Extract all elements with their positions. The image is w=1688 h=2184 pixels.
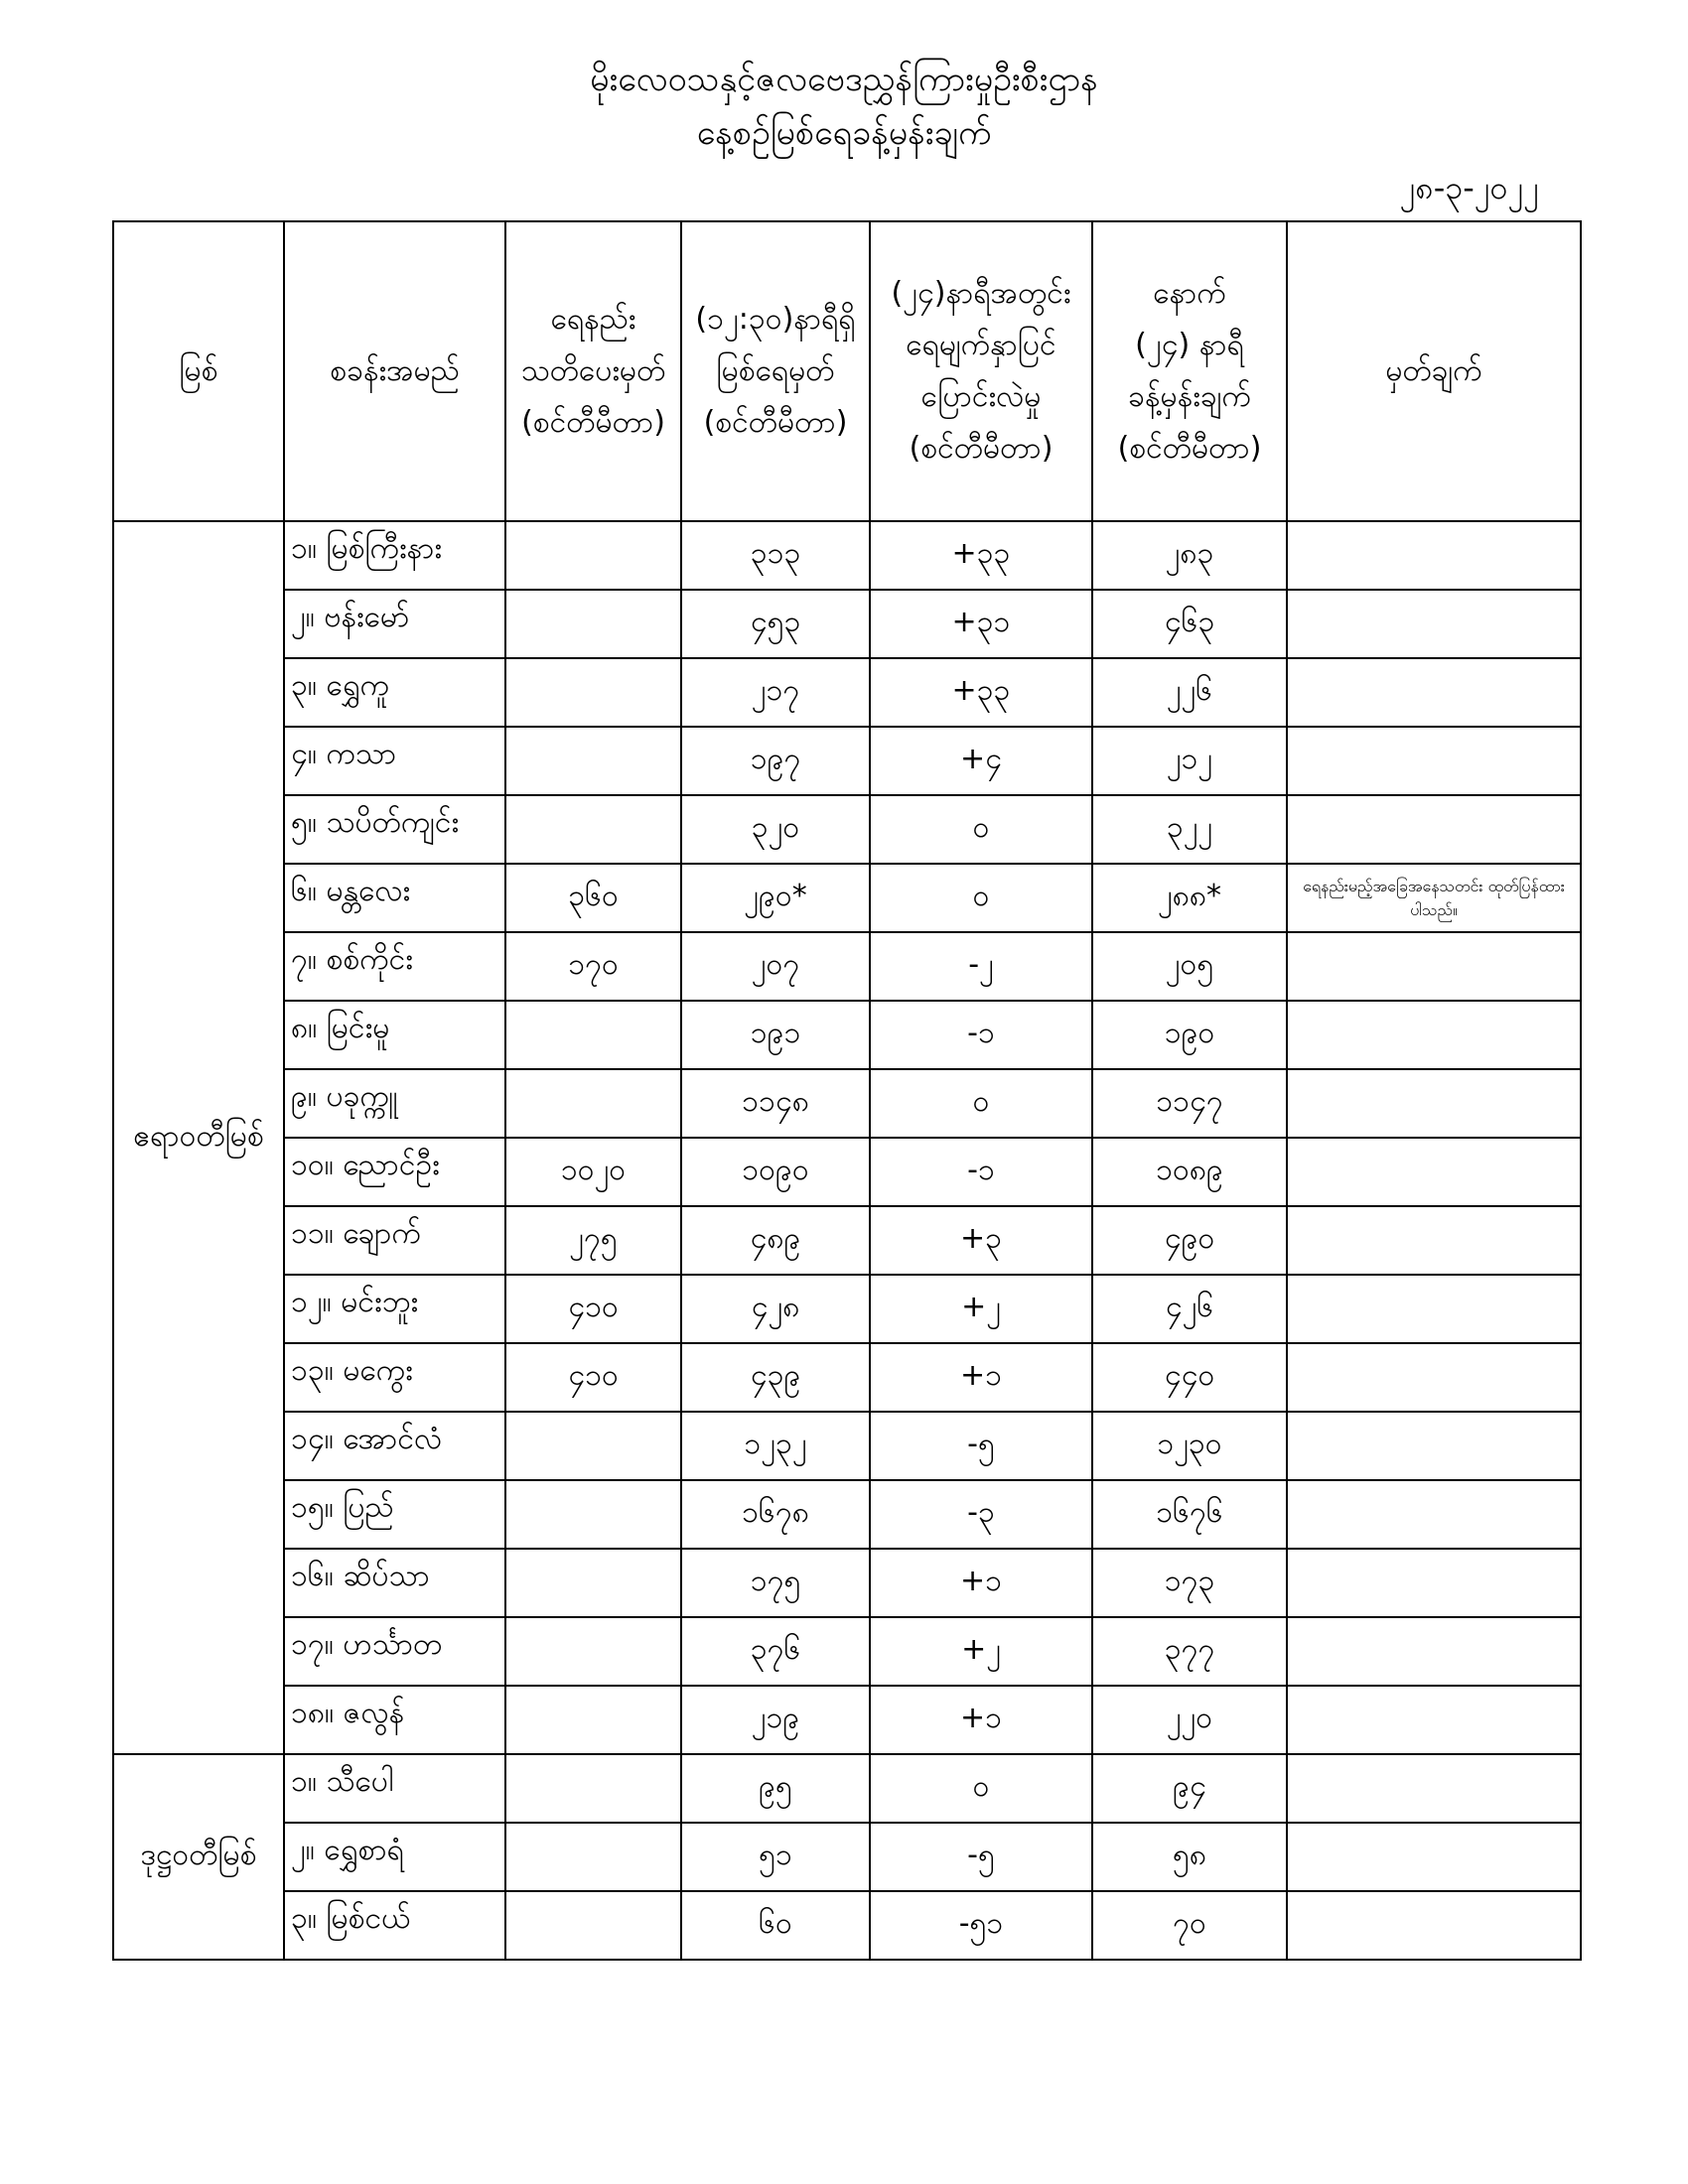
danger-level-cell: ၄၁၀ xyxy=(505,1275,681,1343)
remark-cell xyxy=(1287,521,1581,590)
change-cell: +၃ xyxy=(870,1206,1092,1275)
forecast-cell: ၄၉၀ xyxy=(1092,1206,1287,1275)
header-change-line: ပြောင်းလဲမှု xyxy=(920,379,1042,414)
table-body xyxy=(113,521,1581,1960)
forecast-cell: ၉၄ xyxy=(1092,1754,1287,1823)
table-row xyxy=(113,1617,1581,1686)
table-row xyxy=(113,1480,1581,1549)
station-cell: ၃။ ရွှေကူ xyxy=(284,658,505,727)
forecast-cell: ၁၀၈၉ xyxy=(1092,1138,1287,1206)
table-header-row xyxy=(113,221,1581,521)
remark-cell xyxy=(1287,1275,1581,1343)
water-level-cell: ၂၁၇ xyxy=(681,658,870,727)
header-forecast-line: (၂၄) နာရီ xyxy=(1135,328,1244,362)
change-cell: +၃၁ xyxy=(870,590,1092,658)
water-level-cell: ၄၂၈ xyxy=(681,1275,870,1343)
header-station: စခန်းအမည် xyxy=(284,221,505,521)
danger-level-cell xyxy=(505,1001,681,1069)
danger-level-cell xyxy=(505,1823,681,1891)
station-cell: ၂။ ဗန်းမော် xyxy=(284,590,505,658)
page-title: မိုးလေဝသနှင့်ဇလဗေဒညွှန်ကြားမှုဦးစီးဌာန xyxy=(590,60,1098,99)
water-level-cell: ၁၉၇ xyxy=(681,727,870,795)
forecast-cell: ၅၈ xyxy=(1092,1823,1287,1891)
water-level-cell: ၅၁ xyxy=(681,1823,870,1891)
water-level-cell: ၉၅ xyxy=(681,1754,870,1823)
page-subtitle: နေ့စဉ်မြစ်ရေခန့်မှန်းချက် xyxy=(696,113,992,153)
header-change-line: ရေမျက်နှာပြင် xyxy=(906,328,1056,362)
header-level-line: (၁၂:၃၀)နာရီရှိ xyxy=(695,302,856,337)
table-row xyxy=(113,1891,1581,1960)
station-cell: ၄။ ကသာ xyxy=(284,727,505,795)
header-change-line: (၂၄)နာရီအတွင်း xyxy=(891,276,1071,311)
remark-cell xyxy=(1287,932,1581,1001)
station-cell: ၁၇။ ဟင်္သာတ xyxy=(284,1617,505,1686)
change-cell: +၃၃ xyxy=(870,658,1092,727)
danger-level-cell xyxy=(505,1891,681,1960)
change-cell: -၁ xyxy=(870,1001,1092,1069)
danger-level-cell xyxy=(505,727,681,795)
water-level-cell: ၃၁၃ xyxy=(681,521,870,590)
change-cell: ၀ xyxy=(870,1069,1092,1138)
remark-cell xyxy=(1287,1754,1581,1823)
forecast-cell: ၁၉၀ xyxy=(1092,1001,1287,1069)
remark-cell: ရေနည်းမည့်အခြေအနေသတင်း ထုတ်ပြန်ထားပါသည်။ xyxy=(1287,864,1581,932)
water-level-cell: ၂၉၀* xyxy=(681,864,870,932)
header-level-line: (စင်တီမီတာ) xyxy=(703,405,848,440)
water-level-cell: ၆၀ xyxy=(681,1891,870,1960)
table-row xyxy=(113,1275,1581,1343)
station-cell: ၁၅။ ပြည် xyxy=(284,1480,505,1549)
change-cell: +၂ xyxy=(870,1617,1092,1686)
water-level-cell: ၂၁၉ xyxy=(681,1686,870,1754)
station-cell: ၁၂။ မင်းဘူး xyxy=(284,1275,505,1343)
change-cell: -၁ xyxy=(870,1138,1092,1206)
remark-cell xyxy=(1287,658,1581,727)
water-level-cell: ၁၁၄၈ xyxy=(681,1069,870,1138)
forecast-cell: ၇၀ xyxy=(1092,1891,1287,1960)
station-cell: ၁၀။ ညောင်ဦး xyxy=(284,1138,505,1206)
forecast-cell: ၄၄၀ xyxy=(1092,1343,1287,1412)
danger-level-cell xyxy=(505,590,681,658)
table-row xyxy=(113,1412,1581,1480)
station-cell: ၁၃။ မကွေး xyxy=(284,1343,505,1412)
forecast-cell: ၃၇၇ xyxy=(1092,1617,1287,1686)
forecast-cell: ၄၂၆ xyxy=(1092,1275,1287,1343)
remark-cell xyxy=(1287,590,1581,658)
forecast-cell: ၂၁၂ xyxy=(1092,727,1287,795)
forecast-cell: ၂၀၅ xyxy=(1092,932,1287,1001)
change-cell: +၁ xyxy=(870,1686,1092,1754)
river-name-cell: ဧရာဝတီမြစ် xyxy=(113,521,284,1754)
danger-level-cell: ၃၆၀ xyxy=(505,864,681,932)
change-cell: +၃၃ xyxy=(870,521,1092,590)
header-remarks: မှတ်ချက် xyxy=(1287,221,1581,521)
change-cell: -၅ xyxy=(870,1823,1092,1891)
remark-cell xyxy=(1287,1480,1581,1549)
forecast-cell: ၁၆၇၆ xyxy=(1092,1480,1287,1549)
table-row xyxy=(113,1754,1581,1823)
table-row xyxy=(113,521,1581,590)
header-change xyxy=(870,221,1092,521)
change-cell: +၂ xyxy=(870,1275,1092,1343)
forecast-cell: ၃၂၂ xyxy=(1092,795,1287,864)
station-cell: ၃။ မြစ်ငယ် xyxy=(284,1891,505,1960)
danger-level-cell xyxy=(505,1412,681,1480)
station-cell: ၇။ စစ်ကိုင်း xyxy=(284,932,505,1001)
danger-level-cell: ၁၀၂၀ xyxy=(505,1138,681,1206)
water-level-cell: ၄၅၃ xyxy=(681,590,870,658)
water-level-cell: ၄၃၉ xyxy=(681,1343,870,1412)
water-level-cell: ၁၂၃၂ xyxy=(681,1412,870,1480)
forecast-cell: ၂၂၆ xyxy=(1092,658,1287,727)
forecast-cell: ၄၆၃ xyxy=(1092,590,1287,658)
table-row xyxy=(113,1823,1581,1891)
danger-level-cell xyxy=(505,1686,681,1754)
station-cell: ၁၁။ ချောက် xyxy=(284,1206,505,1275)
danger-level-cell xyxy=(505,658,681,727)
station-cell: ၁၈။ ဇလွန် xyxy=(284,1686,505,1754)
forecast-cell: ၂၈၃ xyxy=(1092,521,1287,590)
change-cell: ၀ xyxy=(870,795,1092,864)
table-row xyxy=(113,795,1581,864)
station-cell: ၂။ ရွှေစာရံ xyxy=(284,1823,505,1891)
danger-level-cell: ၄၁၀ xyxy=(505,1343,681,1412)
header-danger-line: သတိပေးမှတ် xyxy=(520,353,666,388)
header-danger-line: ရေနည်း xyxy=(550,302,636,337)
station-cell: ၁။ သီပေါ xyxy=(284,1754,505,1823)
remark-cell xyxy=(1287,1001,1581,1069)
station-cell: ၆။ မန္တလေး xyxy=(284,864,505,932)
header-danger-line: (စင်တီမီတာ) xyxy=(521,405,665,440)
forecast-cell: ၁၇၃ xyxy=(1092,1549,1287,1617)
change-cell: ၀ xyxy=(870,1754,1092,1823)
forecast-cell: ၁၂၃၀ xyxy=(1092,1412,1287,1480)
change-cell: -၂ xyxy=(870,932,1092,1001)
report-date: ၂၈-၃-၂၀၂၂ xyxy=(1399,169,1539,206)
table-row xyxy=(113,658,1581,727)
forecast-cell: ၂၈၈* xyxy=(1092,864,1287,932)
remark-cell xyxy=(1287,1069,1581,1138)
table-row xyxy=(113,1686,1581,1754)
remark-cell xyxy=(1287,727,1581,795)
table-row xyxy=(113,1343,1581,1412)
change-cell: +၁ xyxy=(870,1549,1092,1617)
danger-level-cell: ၁၇၀ xyxy=(505,932,681,1001)
table-row xyxy=(113,727,1581,795)
change-cell: +၁ xyxy=(870,1343,1092,1412)
station-cell: ၁၄။ အောင်လံ xyxy=(284,1412,505,1480)
danger-level-cell xyxy=(505,1069,681,1138)
remark-cell xyxy=(1287,1412,1581,1480)
change-cell: -၅ xyxy=(870,1412,1092,1480)
change-cell: +၄ xyxy=(870,727,1092,795)
remark-cell xyxy=(1287,1891,1581,1960)
river-level-table xyxy=(112,220,1582,1961)
water-level-cell: ၁၉၁ xyxy=(681,1001,870,1069)
station-cell: ၁၆။ ဆိပ်သာ xyxy=(284,1549,505,1617)
water-level-cell: ၂၀၇ xyxy=(681,932,870,1001)
header-forecast-line: နောက် xyxy=(1153,276,1226,311)
remark-cell xyxy=(1287,1138,1581,1206)
change-cell: -၃ xyxy=(870,1480,1092,1549)
danger-level-cell xyxy=(505,1617,681,1686)
table-row xyxy=(113,590,1581,658)
table-row xyxy=(113,1549,1581,1617)
forecast-cell: ၂၂၀ xyxy=(1092,1686,1287,1754)
header-forecast xyxy=(1092,221,1287,521)
water-level-cell: ၄၈၉ xyxy=(681,1206,870,1275)
header-water-level xyxy=(681,221,870,521)
water-level-cell: ၁၀၉၀ xyxy=(681,1138,870,1206)
danger-level-cell xyxy=(505,521,681,590)
remark-cell xyxy=(1287,1686,1581,1754)
header-river: မြစ် xyxy=(113,221,284,521)
danger-level-cell xyxy=(505,1549,681,1617)
header-forecast-line: ခန့်မှန်းချက် xyxy=(1128,379,1251,414)
header-danger-level xyxy=(505,221,681,521)
table-row xyxy=(113,932,1581,1001)
remark-cell xyxy=(1287,1206,1581,1275)
forecast-cell: ၁၁၄၇ xyxy=(1092,1069,1287,1138)
remark-cell xyxy=(1287,1549,1581,1617)
danger-level-cell xyxy=(505,1480,681,1549)
remark-cell xyxy=(1287,1617,1581,1686)
table-row xyxy=(113,1069,1581,1138)
remark-cell xyxy=(1287,1823,1581,1891)
water-level-cell: ၃၂၀ xyxy=(681,795,870,864)
table-row xyxy=(113,864,1581,932)
station-cell: ၈။ မြင်းမူ xyxy=(284,1001,505,1069)
station-cell: ၉။ ပခုက္ကူ xyxy=(284,1069,505,1138)
water-level-cell: ၁၇၅ xyxy=(681,1549,870,1617)
water-level-cell: ၃၇၆ xyxy=(681,1617,870,1686)
header-forecast-line: (စင်တီမီတာ) xyxy=(1117,431,1262,466)
change-cell: -၅၁ xyxy=(870,1891,1092,1960)
table-row xyxy=(113,1001,1581,1069)
station-cell: ၁။ မြစ်ကြီးနား xyxy=(284,521,505,590)
header-change-line: (စင်တီမီတာ) xyxy=(909,431,1054,466)
danger-level-cell xyxy=(505,1754,681,1823)
change-cell: ၀ xyxy=(870,864,1092,932)
danger-level-cell: ၂၇၅ xyxy=(505,1206,681,1275)
table-row xyxy=(113,1206,1581,1275)
danger-level-cell xyxy=(505,795,681,864)
header-level-line: မြစ်ရေမှတ် xyxy=(716,353,835,388)
water-level-cell: ၁၆၇၈ xyxy=(681,1480,870,1549)
river-name-cell: ဒုဋ္ဌဝတီမြစ် xyxy=(113,1754,284,1960)
remark-cell xyxy=(1287,1343,1581,1412)
table-row xyxy=(113,1138,1581,1206)
remark-cell xyxy=(1287,795,1581,864)
station-cell: ၅။ သပိတ်ကျင်း xyxy=(284,795,505,864)
